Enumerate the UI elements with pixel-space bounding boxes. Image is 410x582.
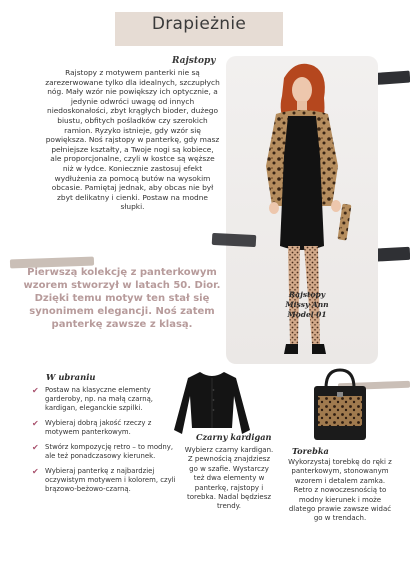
w-ubraniu-list [32,386,180,500]
list-item-text: Wybieraj panterkę z najbardziej oczywistym motywem i kolorem, czyli brązowo-beżowo-czarną. [45,467,176,493]
cardigan-image [172,366,252,440]
list-item [32,443,180,461]
caption-line-model: Model 01 [287,310,327,319]
list-item-text: Wybieraj dobrą jakość rzeczy z motywem panterkowym. [45,419,152,436]
photo-caption [272,290,342,320]
check-icon: ✔ [32,443,39,452]
cardigan-text: Wybierz czarny kardigan. Z pewnością znajdziesz go w szafie. Wystarczy też dwa elementy w panterkę, rajstopy i torebka. Nadal będziesz trendy. [184,446,274,511]
brush-stroke-decoration [212,233,257,247]
list-item [32,419,180,437]
pull-quote: Pierwszą kolekcję z panterkowym wzorem stworzył w latach 50. Dior. Dzięki temu motyw ten stał się synonimem elegancji. Noś zatem panterkę zawsze z klasą. [23,267,221,330]
list-item [32,386,180,413]
caption-line-brand: Missy Ann [285,300,329,309]
check-icon: ✔ [32,419,39,428]
list-item-text: Stwórz kompozycję retro – to modny, ale też ponadczasowy kierunek. [45,443,174,460]
w-ubraniu-heading: W ubraniu [46,372,96,382]
list-item-text: Postaw na klasyczne elementy garderoby, np. na małą czarną, kardigan, eleganckie szpilki. [45,386,153,412]
check-icon: ✔ [32,467,39,476]
cardigan-heading: Czarny kardigan [196,432,272,442]
list-item [32,467,180,494]
page-title: Drapieżnie [151,14,247,34]
check-icon: ✔ [32,386,39,395]
rajstopy-heading: Rajstopy [172,56,216,66]
handbag-heading: Torebka [292,446,329,456]
handbag-image [308,364,372,448]
rajstopy-body-text: Rajstopy z motywem panterki nie są zarezerwowane tylko dla idealnych, szczupłych nóg. Mały wzór nie powiększy ich optycznie, a jedynie odwróci uwagę od innych niedoskonałości, zbyt krągłych bioder, dużego biustu, obfitych pośladków czy szerokich ramion. Ryzyko istnieje, gdy wzór się powiększa. Noś rajstopy w panterkę, gdy masz pełniejsze kształty, a Twoje nogi są kobiece, ale proporcjonalne, czyli w kostce są węższe niż w łydce. Koniecznie zastosuj efekt wydłużenia za pomocą butów na wysokim obcasie. Pamiętaj jednak, aby obcas nie był zbyt delikatny i cienki. Postaw na modne słupki. [45,68,220,212]
handbag-text: Wykorzystaj torebkę do ręki z panterkowym, stonowanym wzorem i detalem zamka. Retro z nowoczesnością to modny kierunek i może dlatego prawie zawsze widać go w trendach. [288,458,392,523]
caption-line-product: Rajstopy [288,290,326,299]
